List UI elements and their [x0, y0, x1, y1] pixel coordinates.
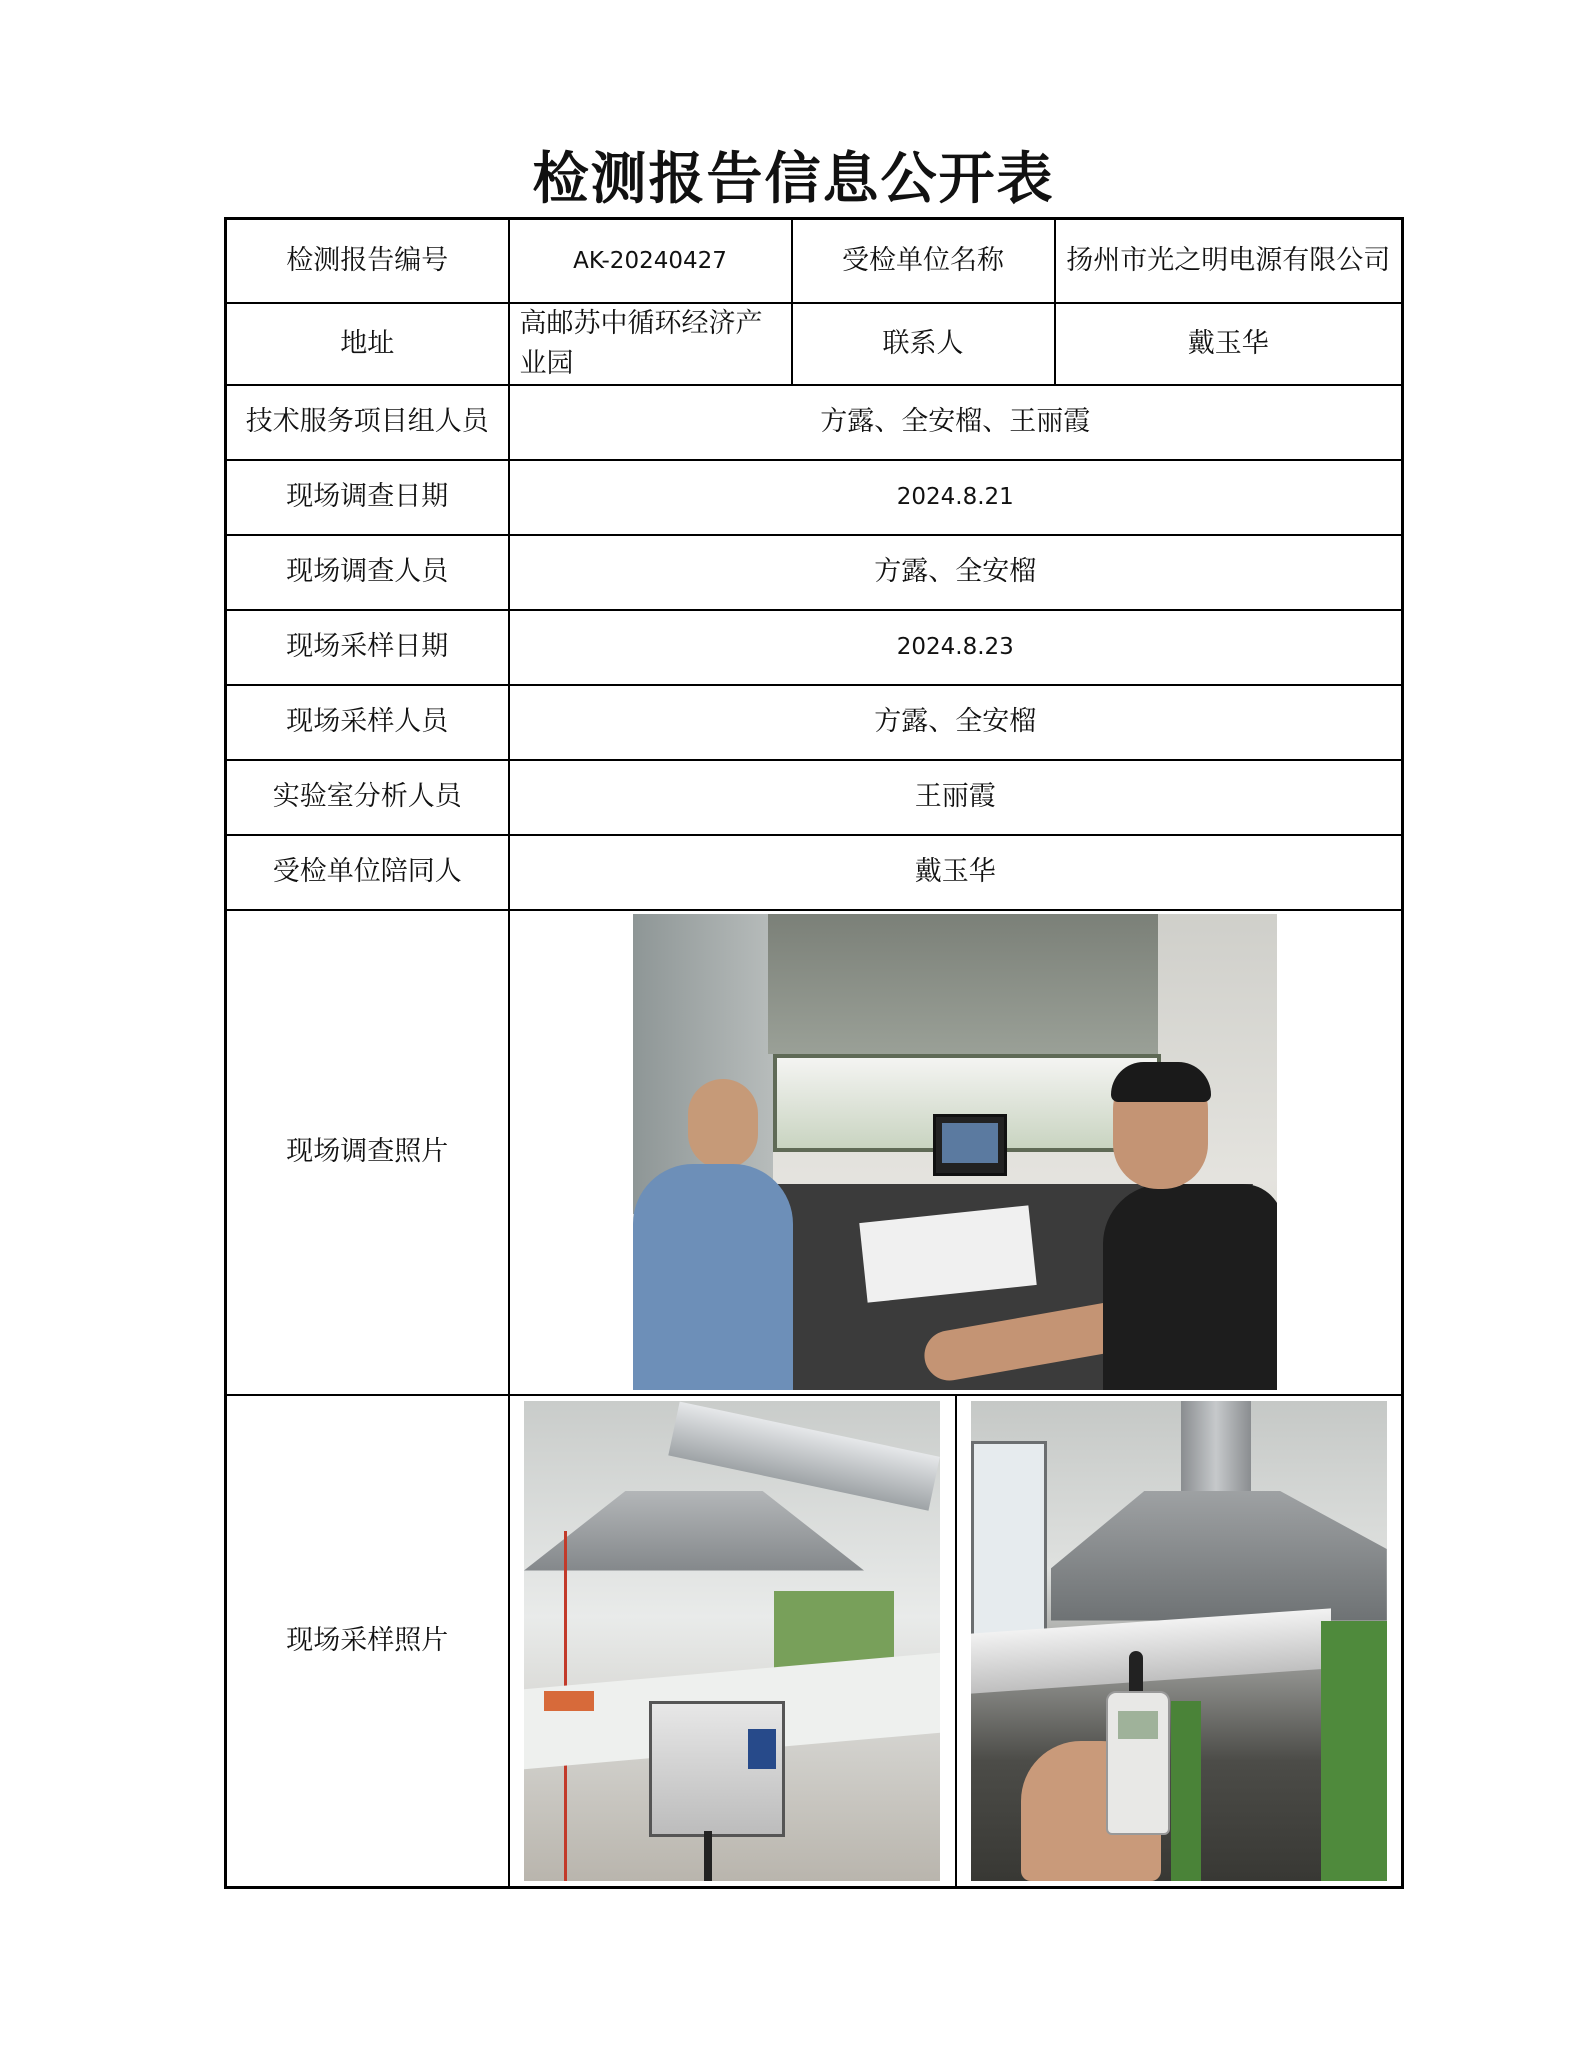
- table-row: [226, 460, 1403, 535]
- sampling-photo-machine: [524, 1401, 940, 1881]
- table-row-sampling-photo: [226, 1395, 1403, 1888]
- report-no-value: AK-20240427: [509, 219, 792, 303]
- table-row: [226, 610, 1403, 685]
- unit-name-value: 扬州市光之明电源有限公司: [1055, 219, 1403, 303]
- row-label: 实验室分析人员: [226, 760, 509, 835]
- row-value: 王丽霞: [509, 760, 1403, 835]
- row-label: 现场调查人员: [226, 535, 509, 610]
- report-info-table: [224, 217, 1404, 1889]
- row-label: 技术服务项目组人员: [226, 385, 509, 460]
- label-report-no: 检测报告编号: [226, 219, 509, 303]
- survey-photo-label: 现场调查照片: [226, 910, 509, 1395]
- table-row: [226, 685, 1403, 760]
- table-row: [226, 535, 1403, 610]
- label-address: 地址: [226, 303, 509, 385]
- table-row: [226, 385, 1403, 460]
- row-value: 方露、全安榴: [509, 685, 1403, 760]
- row-value: 戴玉华: [509, 835, 1403, 910]
- row-label: 现场调查日期: [226, 460, 509, 535]
- sampling-photo-label: 现场采样照片: [226, 1395, 509, 1888]
- row-label: 受检单位陪同人: [226, 835, 509, 910]
- table-row-survey-photo: [226, 910, 1403, 1395]
- table-row: [226, 835, 1403, 910]
- table-row: [226, 760, 1403, 835]
- address-value: 高邮苏中循环经济产业园: [509, 303, 792, 385]
- row-value: 2024.8.21: [509, 460, 1403, 535]
- table-row-report: [226, 219, 1403, 303]
- row-value: 2024.8.23: [509, 610, 1403, 685]
- label-unit-name: 受检单位名称: [792, 219, 1055, 303]
- survey-photo: [633, 914, 1277, 1390]
- survey-photo-cell: [509, 910, 1403, 1395]
- contact-value: 戴玉华: [1055, 303, 1403, 385]
- label-contact: 联系人: [792, 303, 1055, 385]
- row-value: 方露、全安榴、王丽霞: [509, 385, 1403, 460]
- page-title: 检测报告信息公开表: [532, 147, 1055, 212]
- sampling-photo-cell: [509, 1395, 1403, 1888]
- sampling-photo-sound-meter: [971, 1401, 1387, 1881]
- row-label: 现场采样日期: [226, 610, 509, 685]
- table-row-address: [226, 303, 1403, 385]
- row-value: 方露、全安榴: [509, 535, 1403, 610]
- row-label: 现场采样人员: [226, 685, 509, 760]
